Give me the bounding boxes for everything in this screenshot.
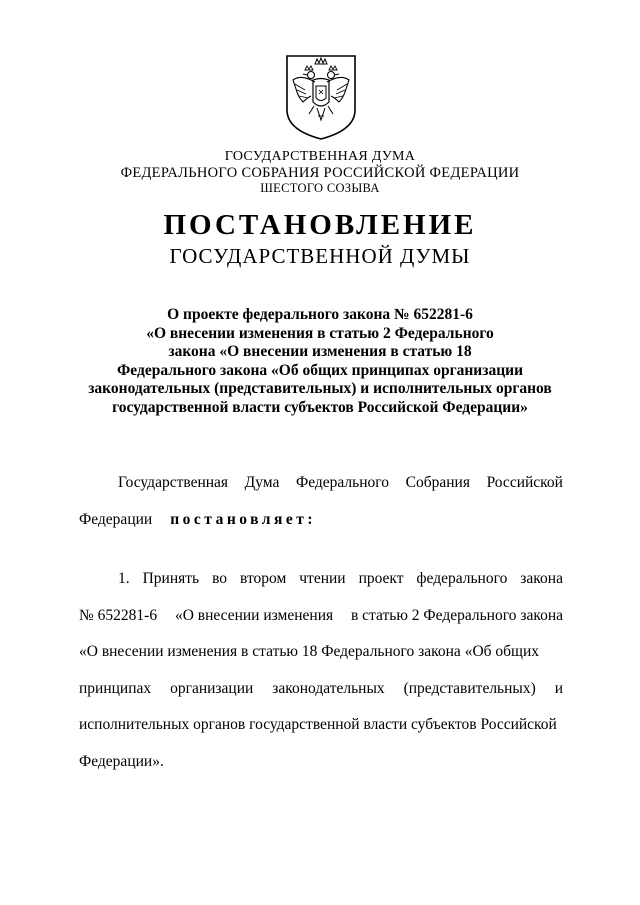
- word: Федерального: [295, 474, 390, 491]
- convocation-line: ШЕСТОГО СОЗЫВА: [260, 181, 380, 195]
- word: «О внесении изменения: [174, 606, 334, 624]
- coat-of-arms-icon: [281, 50, 361, 142]
- word: чтении: [299, 570, 346, 587]
- text-line: [79, 643, 563, 661]
- word: Российской: [486, 474, 563, 491]
- title-line: закона «О внесении изменения в статью 18: [168, 343, 472, 360]
- title-line: «О внесении изменения в статью 2 Федерального: [146, 324, 494, 342]
- word: федерального: [416, 570, 508, 587]
- word: Собрания: [405, 474, 470, 491]
- org-name-line2: ФЕДЕРАЛЬНОГО СОБРАНИЯ РОССИЙСКОЙ ФЕДЕРАЦИИ: [120, 165, 520, 181]
- text-line: [79, 607, 563, 625]
- title-line: законодательных (представительных) и исполнительных органов: [88, 380, 552, 397]
- text-line: [79, 753, 563, 771]
- document-type-subheading: ГОСУДАРСТВЕННОЙ ДУМЫ: [169, 244, 471, 268]
- word: втором: [240, 570, 287, 587]
- preamble-paragraph: [79, 474, 563, 548]
- word: принципах: [79, 679, 152, 697]
- title-line: О проекте федерального закона № 652281-6: [167, 306, 473, 323]
- resolution-verb: постановляет:: [170, 511, 317, 528]
- title-line: Федерального закона «Об общих принципах организации: [116, 361, 524, 379]
- org-name-line1: ГОСУДАРСТВЕННАЯ ДУМА: [224, 149, 416, 164]
- word: Дума: [244, 474, 280, 491]
- title-line: государственной власти субъектов Российской Федерации»: [112, 398, 528, 416]
- word: проект: [358, 570, 404, 587]
- word: 1.: [118, 570, 130, 587]
- word: Федерации».: [79, 752, 164, 770]
- word: во: [212, 570, 228, 587]
- document-title: [60, 306, 580, 417]
- word: Принять: [142, 570, 200, 587]
- word: исполнительных органов государственной власти субъектов Российской: [79, 716, 557, 733]
- text-line: [79, 474, 563, 492]
- text-line: [79, 570, 563, 588]
- word: «О внесении изменения в статью 18 Федерального закона «Об общих: [79, 643, 540, 660]
- word: (представительных): [403, 679, 536, 697]
- item-1-paragraph: [79, 570, 563, 789]
- word: Федерации: [79, 511, 153, 528]
- word: № 652281-6: [79, 606, 158, 624]
- text-line: [79, 511, 563, 529]
- document-type-heading: ПОСТАНОВЛЕНИЕ: [163, 209, 477, 241]
- word: закона: [520, 570, 563, 587]
- word: и: [554, 679, 563, 697]
- word: Государственная: [118, 474, 229, 491]
- word: организации: [170, 679, 254, 697]
- word: в статью 2 Федерального закона: [350, 606, 563, 624]
- text-line: [79, 680, 563, 698]
- word: законодательных: [272, 679, 385, 697]
- text-line: [79, 716, 563, 734]
